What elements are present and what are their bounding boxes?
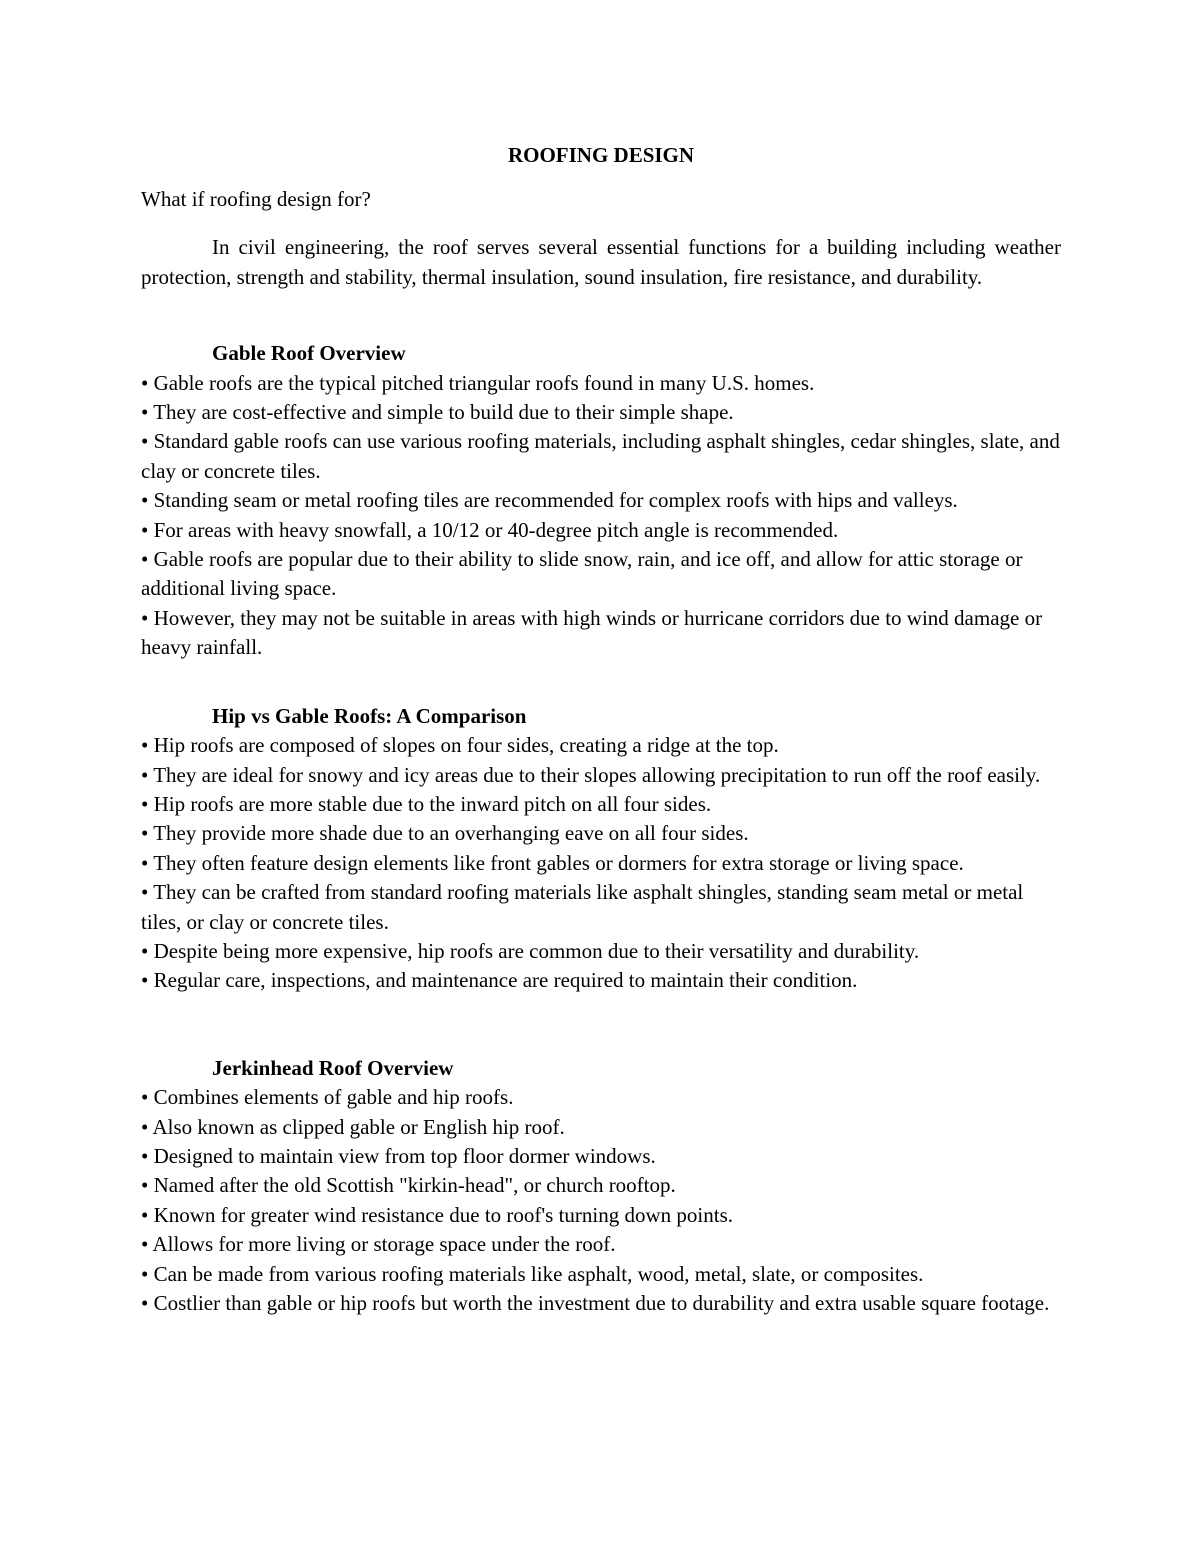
- list-item: • However, they may not be suitable in areas with high winds or hurricane corridors due to wind damage or heavy rainfall.: [141, 605, 1043, 660]
- hip-section-heading: Hip vs Gable Roofs: A Comparison: [212, 703, 527, 728]
- list-item: • They can be crafted from standard roofing materials like asphalt shingles, standing seam metal or metal tiles, or clay or concrete tiles.: [141, 880, 1024, 934]
- list-item: • Despite being more expensive, hip roofs are common due to their versatility and durability.: [141, 938, 920, 963]
- intro-paragraph: In civil engineering, the roof serves several essential functions for a building including weather protection, strength and stability, thermal insulation, sound insulation, fire resistance, and durability.: [141, 235, 1061, 289]
- jerkinhead-bullet-list: [141, 1083, 1061, 1318]
- gable-section-heading: Gable Roof Overview: [212, 341, 406, 366]
- list-item: • Regular care, inspections, and maintenance are required to maintain their condition.: [141, 968, 858, 993]
- document-title: ROOFING DESIGN: [507, 143, 695, 167]
- list-item: • Also known as clipped gable or English hip roof.: [141, 1114, 565, 1139]
- list-item: • Gable roofs are the typical pitched triangular roofs found in many U.S. homes.: [141, 370, 815, 395]
- hip-bullet-list: [141, 731, 1061, 996]
- list-item: • Can be made from various roofing materials like asphalt, wood, metal, slate, or composites.: [141, 1261, 924, 1286]
- list-item: • Hip roofs are more stable due to the inward pitch on all four sides.: [141, 791, 712, 816]
- list-item: • Costlier than gable or hip roofs but worth the investment due to durability and extra usable square footage.: [141, 1291, 1050, 1315]
- list-item: • They are ideal for snowy and icy areas due to their slopes allowing precipitation to run off the roof easily.: [141, 762, 1041, 787]
- list-item: • Hip roofs are composed of slopes on four sides, creating a ridge at the top.: [141, 733, 779, 758]
- list-item: • They are cost-effective and simple to build due to their simple shape.: [141, 400, 734, 425]
- list-item: • They often feature design elements like front gables or dormers for extra storage or living space.: [141, 850, 964, 875]
- list-item: • Named after the old Scottish "kirkin-head", or church rooftop.: [141, 1173, 676, 1198]
- jerkinhead-section-heading: Jerkinhead Roof Overview: [212, 1055, 454, 1080]
- list-item: • Designed to maintain view from top floor dormer windows.: [141, 1143, 656, 1168]
- list-item: • For areas with heavy snowfall, a 10/12 or 40-degree pitch angle is recommended.: [141, 517, 839, 542]
- list-item: • Standing seam or metal roofing tiles are recommended for complex roofs with hips and valleys.: [141, 488, 958, 513]
- list-item: • Standard gable roofs can use various roofing materials, including asphalt shingles, cedar shingles, slate, and clay or concrete tiles.: [141, 429, 1060, 483]
- list-item: • Gable roofs are popular due to their ability to slide snow, rain, and ice off, and allow for attic storage or additional living space.: [141, 547, 1023, 601]
- gable-bullet-list: [141, 369, 1061, 663]
- list-item: • Allows for more living or storage space under the roof.: [141, 1232, 616, 1257]
- list-item: • Known for greater wind resistance due to roof's turning down points.: [141, 1202, 734, 1227]
- document-body: [141, 141, 1061, 1318]
- list-item: • Combines elements of gable and hip roofs.: [141, 1085, 514, 1110]
- question-line: What if roofing design for?: [141, 187, 371, 211]
- list-item: • They provide more shade due to an overhanging eave on all four sides.: [141, 821, 749, 846]
